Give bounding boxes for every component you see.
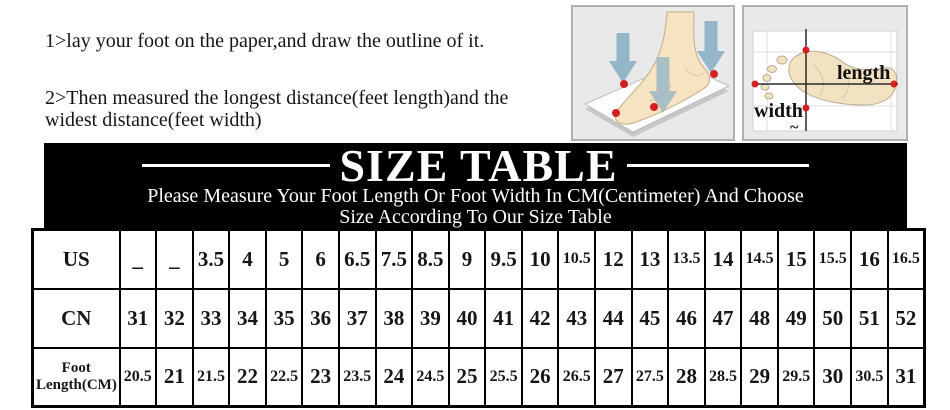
size-cell: 8.5 (412, 230, 449, 289)
banner-title-row (44, 143, 907, 191)
size-cell: 21 (156, 348, 193, 407)
size-cell: 31 (888, 348, 925, 407)
size-cell: 30.5 (851, 348, 888, 407)
size-cell: 27 (595, 348, 632, 407)
size-cell: 25.5 (485, 348, 522, 407)
row-label: CN (33, 289, 120, 348)
size-cell: 43 (558, 289, 595, 348)
size-table-body (33, 230, 925, 407)
approx-mark: ~ (790, 119, 799, 136)
size-cell: 26.5 (558, 348, 595, 407)
size-cell: 16.5 (888, 230, 925, 289)
length-label: length (837, 62, 891, 84)
size-cell: 31 (120, 289, 157, 348)
size-cell: 41 (485, 289, 522, 348)
size-cell: 34 (229, 289, 266, 348)
size-cell: 23 (302, 348, 339, 407)
title-rule-left (142, 164, 330, 167)
size-cell: 13.5 (668, 230, 705, 289)
size-cell: 28.5 (705, 348, 742, 407)
size-cell: 23.5 (339, 348, 376, 407)
size-cell: 24.5 (412, 348, 449, 407)
size-cell: 22 (229, 348, 266, 407)
size-cell: _ (156, 230, 193, 289)
size-cell: 6 (302, 230, 339, 289)
size-cell: 21.5 (193, 348, 230, 407)
size-cell: 35 (266, 289, 303, 348)
size-cell: 38 (376, 289, 413, 348)
width-label: width (754, 100, 803, 122)
size-cell: 13 (632, 230, 669, 289)
foot-tracing-illustration (571, 5, 735, 141)
table-row (33, 230, 925, 289)
size-cell: 30 (814, 348, 851, 407)
instructions (45, 30, 527, 131)
size-cell: 10 (522, 230, 559, 289)
row-label: US (33, 230, 120, 289)
size-cell: 5 (266, 230, 303, 289)
size-cell: 12 (595, 230, 632, 289)
size-cell: 36 (302, 289, 339, 348)
size-cell: 44 (595, 289, 632, 348)
table-row (33, 289, 925, 348)
banner-title: SIZE TABLE (339, 143, 618, 191)
size-cell: 28 (668, 348, 705, 407)
size-cell: 15 (778, 230, 815, 289)
size-cell: 7.5 (376, 230, 413, 289)
size-cell: 37 (339, 289, 376, 348)
size-cell: 47 (705, 289, 742, 348)
size-cell: 4 (229, 230, 266, 289)
size-cell: 20.5 (120, 348, 157, 407)
size-cell: 52 (888, 289, 925, 348)
size-cell: 42 (522, 289, 559, 348)
size-cell: _ (120, 230, 157, 289)
table-row (33, 348, 925, 407)
instruction-step-2: 2>Then measured the longest distance(feet length)and the widest distance(feet width) (45, 87, 509, 131)
size-cell: 33 (193, 289, 230, 348)
foot-on-paper-image (571, 5, 735, 141)
instruction-step-1: 1>lay your foot on the paper,and draw the outline of it. (45, 30, 485, 52)
size-cell: 26 (522, 348, 559, 407)
size-table (31, 228, 926, 408)
size-cell: 51 (851, 289, 888, 348)
size-cell: 9.5 (485, 230, 522, 289)
size-cell: 15.5 (814, 230, 851, 289)
size-cell: 10.5 (558, 230, 595, 289)
size-cell: 25 (449, 348, 486, 407)
size-cell: 49 (778, 289, 815, 348)
size-cell: 14.5 (741, 230, 778, 289)
size-cell: 48 (741, 289, 778, 348)
size-cell: 16 (851, 230, 888, 289)
size-cell: 9 (449, 230, 486, 289)
title-rule-right (627, 164, 809, 167)
size-cell: 14 (705, 230, 742, 289)
size-cell: 40 (449, 289, 486, 348)
size-cell: 50 (814, 289, 851, 348)
size-cell: 29.5 (778, 348, 815, 407)
size-cell: 22.5 (266, 348, 303, 407)
size-cell: 6.5 (339, 230, 376, 289)
foot-measure-image (742, 5, 908, 141)
banner-subtitle-line2: Size According To Our Size Table (339, 205, 612, 228)
size-cell: 29 (741, 348, 778, 407)
size-cell: 45 (632, 289, 669, 348)
foot-measuring-illustration (742, 5, 908, 141)
banner-subtitle-line1: Please Measure Your Foot Length Or Foot Width In CM(Centimeter) And Choose (147, 185, 804, 207)
row-label: Foot Length(CM) (33, 348, 120, 407)
size-cell: 27.5 (632, 348, 669, 407)
size-cell: 24 (376, 348, 413, 407)
size-cell: 3.5 (193, 230, 230, 289)
size-cell: 46 (668, 289, 705, 348)
size-table-banner (44, 143, 907, 228)
size-cell: 39 (412, 289, 449, 348)
size-cell: 32 (156, 289, 193, 348)
